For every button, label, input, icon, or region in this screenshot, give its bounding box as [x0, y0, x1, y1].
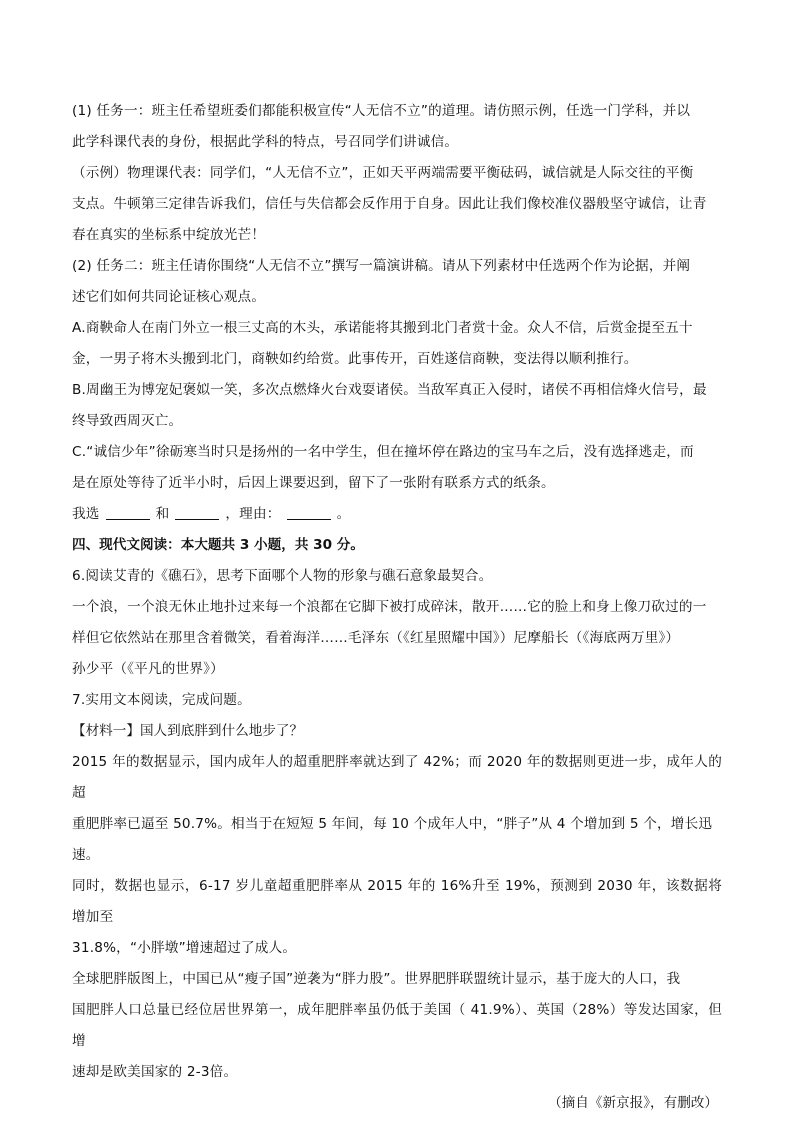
q6-line4: 孙少平（《平凡的世界》）: [72, 661, 224, 677]
example-line2: 支点。牛顿第三定律告诉我们，信任与失信都会反作用于自身。因此让我们像校准仪器般坚守诚信，让青: [72, 196, 707, 212]
task2-line2: 述它们如何共同论证核心观点。: [72, 289, 266, 305]
section-heading: 四、现代文阅读：本大题共 3 小题，共 30 分。: [72, 537, 364, 553]
task1-line1: (1) 任务一：班主任希望班委们都能积极宣传“人无信不立”的道理。请仿照示例，任选一门学科，并以: [72, 103, 691, 119]
q6-line3: 样但它依然站在那里含着微笑，看着海洋……毛泽东（《红星照耀中国》）尼摩船长（《海底两万里》）: [72, 630, 680, 646]
material-a-line1: A.商鞅命人在南门外立一根三丈高的木头，承诺能将其搬到北门者赏十金。众人不信，后赏金提至五十: [72, 320, 693, 336]
q7-p1-line2: 重肥胖率已逼至 50.7%。相当于在短短 5 年间，每 10 个成年人中，“胖子”从 4 个增加到 5 个，增长迅: [72, 816, 713, 832]
answer-and: 和: [155, 506, 170, 522]
material-b-line1: B.周幽王为博宠妃褒姒一笑，多次点燃烽火台戏耍诸侯。当敌军真正入侵时，诸侯不再相信烽火信号，最: [72, 382, 707, 398]
q7-p1-line1: 2015 年的数据显示，国内成年人的超重肥胖率就达到了 42%；而 2020 年的数据则更进一步，成年人的超: [72, 754, 722, 801]
answer-end: 。: [336, 506, 351, 522]
q7-p2-line2: 31.8%，“小胖墩”增速超过了成人。: [72, 940, 297, 956]
task1-line2: 此学科课代表的身份，根据此学科的特点，号召同学们讲诚信。: [72, 134, 459, 150]
material-c-line1: C.“诚信少年”徐砺寒当时只是扬州的一名中学生，但在撞坏停在路边的宝马车之后，没有选择逃走，而: [72, 444, 694, 460]
q7-line1: 7.实用文本阅读，完成问题。: [72, 692, 251, 708]
answer-blank-3[interactable]: [287, 505, 331, 520]
example-line3: 春在真实的坐标系中绽放光芒！: [72, 227, 266, 243]
material1-title: 【材料一】国人到底胖到什么地步了？: [72, 723, 304, 739]
material-c-line2: 是在原处等待了近半小时，后因上课要迟到，留下了一张附有联系方式的纸条。: [72, 475, 555, 491]
q7-p3-line2: 国肥胖人口总量已经位居世界第一，成年肥胖率虽仍低于美国（ 41.9%）、英国（28%）等发达国家，但增: [72, 1002, 722, 1049]
material-a-line2: 金，一男子将木头搬到北门，商鞅如约给赏。此事传开，百姓遂信商鞅，变法得以顺利推行。: [72, 351, 638, 367]
material-b-line2: 终导致西周灭亡。: [72, 413, 183, 429]
q7-p3-line1: 全球肥胖版图上，中国已从“瘦子国”逆袭为“胖力股”。世界肥胖联盟统计显示，基于庞大的人口，我: [72, 971, 681, 987]
example-line1: （示例）物理课代表：同学们，“人无信不立”，正如天平两端需要平衡砝码，诚信就是人际交往的平衡: [72, 165, 694, 181]
document-page: [72, 96, 722, 1119]
q7-p1-line3: 速。: [72, 847, 100, 863]
answer-blank-2[interactable]: [175, 505, 219, 520]
answer-blank-1[interactable]: [106, 505, 150, 520]
q7-p3-line3: 速却是欧美国家的 2-3倍。: [72, 1064, 238, 1080]
q6-line2: 一个浪，一个浪无休止地扑过来每一个浪都在它脚下被打成碎沫，散开……它的脸上和身上像刀砍过的一: [72, 599, 707, 615]
answer-prefix: 我选: [72, 506, 100, 522]
task2-line1: (2) 任务二：班主任请你围绕“人无信不立”撰写一篇演讲稿。请从下列素材中任选两个作为论据，并阐: [72, 258, 691, 274]
source-citation: （摘自《新京报》，有删改）: [548, 1095, 718, 1111]
q7-p2-line1: 同时，数据也显示，6-17 岁儿童超重肥胖率从 2015 年的 16%升至 19%，预测到 2030 年，该数据将增加至: [72, 878, 722, 925]
answer-reason: ，理由：: [225, 506, 281, 522]
q6-line1: 6.阅读艾青的《礁石》，思考下面哪个人物的形象与礁石意象最契合。: [72, 568, 493, 584]
answer-line: [72, 499, 722, 530]
